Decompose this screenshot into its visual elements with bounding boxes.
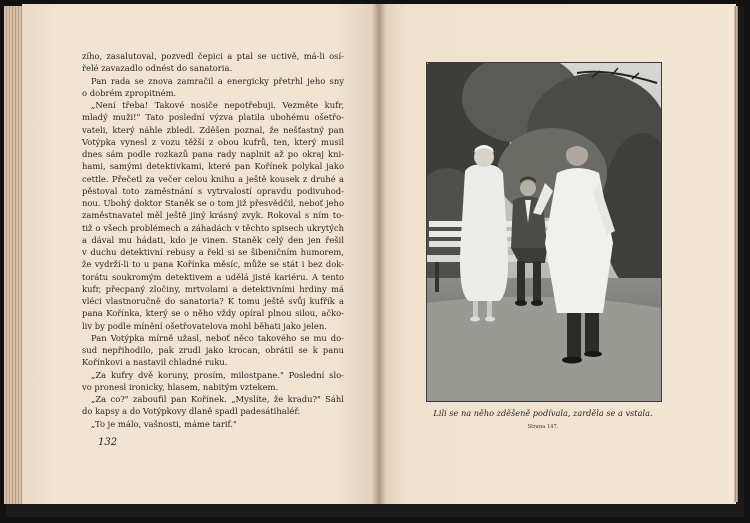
page-reference: Strana 147.: [527, 424, 559, 430]
text-line: řelé zavazadlo odnést do sanatoria.: [82, 63, 233, 74]
text-line: Votýpka vynesl z vozu těžší z obou kufrů, ten, který musil: [82, 136, 344, 147]
text-line: „To je málo, vašnosti, máme tarif.": [91, 418, 237, 429]
text-line: pěstoval toto zaměstnání s vytrvalostí opravdu podivuhod-: [82, 185, 344, 196]
text-line: vléci vlastnoručně do sanatoria? K tomu ještě svůj kufřík a: [82, 296, 344, 306]
text-line: hami, samými detektivkami, které pan Kořínek polykal jako: [82, 161, 344, 172]
text-line: zího, zasalutoval, pozvedl čepici a ptal se uctivě, má-li osí-: [82, 51, 344, 61]
park-illustration: [426, 62, 662, 402]
text-line: v duchu detektivní rebusy a řekl si se šibeničním humorem,: [82, 247, 344, 257]
text-line: Kořínkovi a nastavil chladné ruku.: [82, 357, 228, 368]
text-line: vateli, který náhle zbledl. Zděšen poznal, že nešťastný pan: [82, 124, 344, 135]
text-line: sud nepřihodilo, pak zrudl jako krocan, obrátil se k panu: [82, 345, 344, 355]
text-line: torátu soukromým detektivem a udělá jisté kariéru. A tento: [82, 271, 344, 282]
page-edges-right: [734, 6, 738, 502]
text-line: Pan rada se znova zamračil a energicky přetrhl jeho sny: [91, 75, 344, 86]
text-line: „Není třeba! Takové nosiče nepotřebuji. Vezměte kufr,: [91, 100, 344, 110]
text-line: liv by podle mínění ošetřovatelova mohl běhati jako jelen.: [82, 320, 327, 331]
text-line: kufr, přecpaný zločiny, mrtvolami a detektivními hrdiny má: [82, 283, 344, 294]
text-line: nou. Ubohý doktor Staněk se o tom již přesvědčil, neboť jeho: [82, 198, 344, 208]
book-gutter: [372, 4, 386, 504]
page-number: 132: [98, 437, 118, 448]
text-line: že vydrží-li to u pana Kořínka měsíc, může se stát i bez dok-: [82, 259, 344, 270]
text-line: vo pronesl ironicky, hlasem, nabitým vztekem.: [82, 381, 279, 392]
illustration-park-scene-icon: [427, 63, 661, 401]
text-line: a dával mu hádati, kdo je vinen. Staněk celý den jen řešil: [82, 234, 344, 245]
text-line: „Za kufry dvě koruny, prosím, milostpane." Poslední slo-: [91, 369, 344, 380]
text-line: cettle. Přečetl za večer celou knihu a ještě kousek z druhé a: [82, 173, 344, 184]
text-line: pana Kořínka, který se o něho vždy opíral plnou silou, ačko-: [82, 308, 344, 319]
text-line: dnes sám podle rozkazů pana rady naplnit až po okraj kni-: [82, 149, 344, 159]
text-line: zaměstnavatel měl ještě jiný krásný zvyk. Rokoval s ním to-: [82, 210, 344, 221]
text-line: „Za co?" zaboufil pan Kořínek. „Myslíte, že kradu?" Sáhl: [91, 394, 344, 404]
text-line: o dobrém zpropitném.: [82, 87, 177, 98]
left-page-text: [82, 50, 344, 430]
text-line: Pan Votýpka mírně užasl, neboť něco takového se mu do-: [91, 332, 344, 343]
text-line: do kapsy a do Votýpkovy dlaně spadl padesátihaléř.: [82, 406, 301, 417]
text-line: mladý muži!" Tato poslední výzva platila ubohému ošetřo-: [82, 112, 344, 123]
illustration-caption: Lili se na něho zděšeně podívala, zarděla se a vstala.: [433, 408, 653, 418]
page-edges-left: [4, 6, 24, 504]
text-line: tiž o všech problémech a záhadách v těchto spisech ukrytých: [82, 222, 344, 233]
